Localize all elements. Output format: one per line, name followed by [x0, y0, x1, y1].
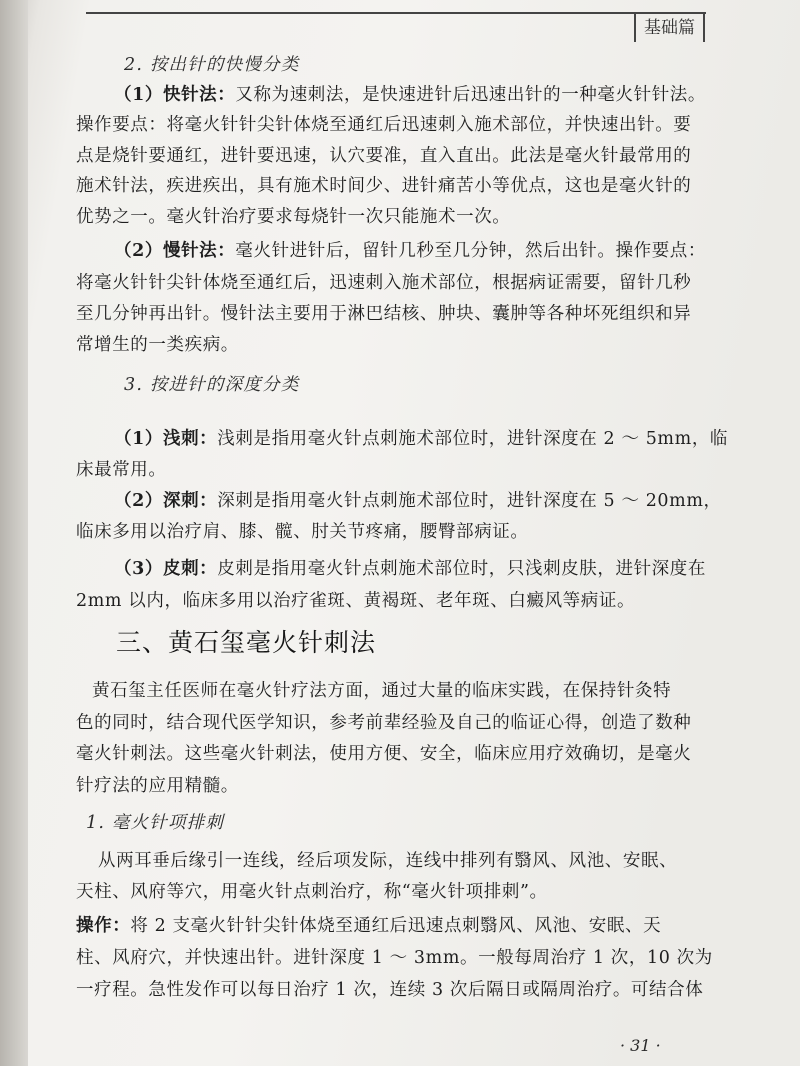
text-line [114, 558, 706, 580]
text-line [76, 175, 691, 197]
line-text: 又称为速刺法，是快速进针后迅速出针的一种毫火针针法。 [235, 85, 706, 105]
text-line [114, 240, 706, 262]
line-text: 三、黄石玺毫火针刺法 [116, 628, 377, 657]
line-text: 床最常用。 [76, 460, 167, 480]
bold-lead: （2）慢针法： [114, 241, 236, 261]
line-text: 毫火针刺法。这些毫火针刺法，使用方便、安全，临床应用疗效确切，是毫火 [76, 744, 692, 764]
text-line [98, 850, 677, 872]
text-line [76, 947, 713, 969]
line-text: 毫火针进针后，留针几秒至几分钟，然后出针。操作要点： [235, 241, 706, 261]
line-text: 一疗程。急性发作可以每日治疗 1 次，连续 3 次后隔日或隔周治疗。可结合体 [76, 980, 704, 1000]
line-text: 柱、风府穴，并快速出针。进针深度 1 ～ 3mm。一般每周治疗 1 次，10 次为 [76, 948, 713, 968]
line-text: 针疗法的应用精髓。 [76, 776, 239, 796]
section-heading [116, 626, 376, 660]
line-text: 黄石玺主任医师在毫火针疗法方面，通过大量的临床实践，在保持针灸特 [92, 681, 672, 701]
bold-lead: （1）快针法： [114, 85, 236, 105]
subsection-heading [124, 54, 299, 76]
section-tag: 基础篇 [634, 14, 705, 42]
line-text: 3. 按进针的深度分类 [124, 375, 300, 395]
text-line [76, 590, 635, 612]
text-line [76, 979, 703, 1001]
text-line [76, 521, 529, 543]
line-text: 将毫火针针尖针体烧至通红后，迅速刺入施术部位，根据病证需要，留针几秒 [76, 273, 692, 293]
facing-page-edge [0, 0, 28, 1066]
text-line [76, 272, 691, 294]
text-line [76, 775, 239, 797]
text-line [114, 428, 728, 450]
text-line [76, 743, 691, 765]
text-line [76, 145, 691, 167]
line-text: 色的同时，结合现代医学知识，参考前辈经验及自己的临证心得，创造了数种 [76, 713, 692, 733]
line-text: 2mm 以内，临床多用以治疗雀斑、黄褐斑、老年斑、白癜风等病证。 [76, 591, 636, 611]
line-text: 操作要点：将毫火针针尖针体烧至通红后迅速刺入施术部位，并快速出针。要 [76, 115, 692, 135]
bold-lead: （3）皮刺： [114, 559, 218, 579]
line-text: 天柱、风府等穴，用毫火针点刺治疗，称“毫火针项排刺”。 [76, 882, 548, 902]
text-line [76, 334, 239, 356]
line-text: 临床多用以治疗肩、膝、髋、肘关节疼痛，腰臀部病证。 [76, 522, 529, 542]
text-line [76, 915, 661, 937]
line-text: 浅刺是指用毫火针点刺施术部位时，进针深度在 2 ～ 5mm，临 [217, 429, 729, 449]
line-text: 优势之一。毫火针治疗要求每烧针一次只能施术一次。 [76, 207, 511, 227]
line-text: 深刺是指用毫火针点刺施术部位时，进针深度在 5 ～ 20mm， [217, 491, 722, 511]
text-line [76, 712, 691, 734]
line-text: 将 2 支毫火针针尖针体烧至通红后迅速点刺翳风、风池、安眠、天 [130, 916, 662, 936]
text-line [76, 303, 691, 325]
text-line [92, 680, 671, 702]
text-line [76, 206, 510, 228]
bold-lead: （1）浅刺： [114, 429, 218, 449]
page-number: · 31 · [620, 1036, 661, 1055]
bold-lead: 操作： [76, 916, 131, 936]
line-text: 施术针法，疾进疾出，具有施术时间少、进针痛苦小等优点，这也是毫火针的 [76, 176, 692, 196]
text-line [76, 881, 548, 903]
subsection-heading [86, 812, 224, 834]
line-text: 点是烧针要通红，进针要迅速，认穴要准，直入直出。此法是毫火针最常用的 [76, 146, 692, 166]
line-text: 常增生的一类疾病。 [76, 335, 239, 355]
bold-lead: （2）深刺： [114, 491, 218, 511]
line-text: 至几分钟再出针。慢针法主要用于淋巴结核、肿块、囊肿等各种坏死组织和异 [76, 304, 692, 324]
text-line [76, 114, 691, 136]
header-rule [86, 12, 706, 14]
line-text: 皮刺是指用毫火针点刺施术部位时，只浅刺皮肤，进针深度在 [217, 559, 706, 579]
text-line [114, 84, 706, 106]
subsection-heading [124, 374, 299, 396]
line-text: 从两耳垂后缘引一连线，经后项发际，连线中排列有翳风、风池、安眠、 [98, 851, 678, 871]
line-text: 2. 按出针的快慢分类 [124, 55, 300, 75]
text-line [76, 459, 167, 481]
text-line [114, 490, 722, 512]
line-text: 1. 毫火针项排刺 [86, 813, 225, 833]
